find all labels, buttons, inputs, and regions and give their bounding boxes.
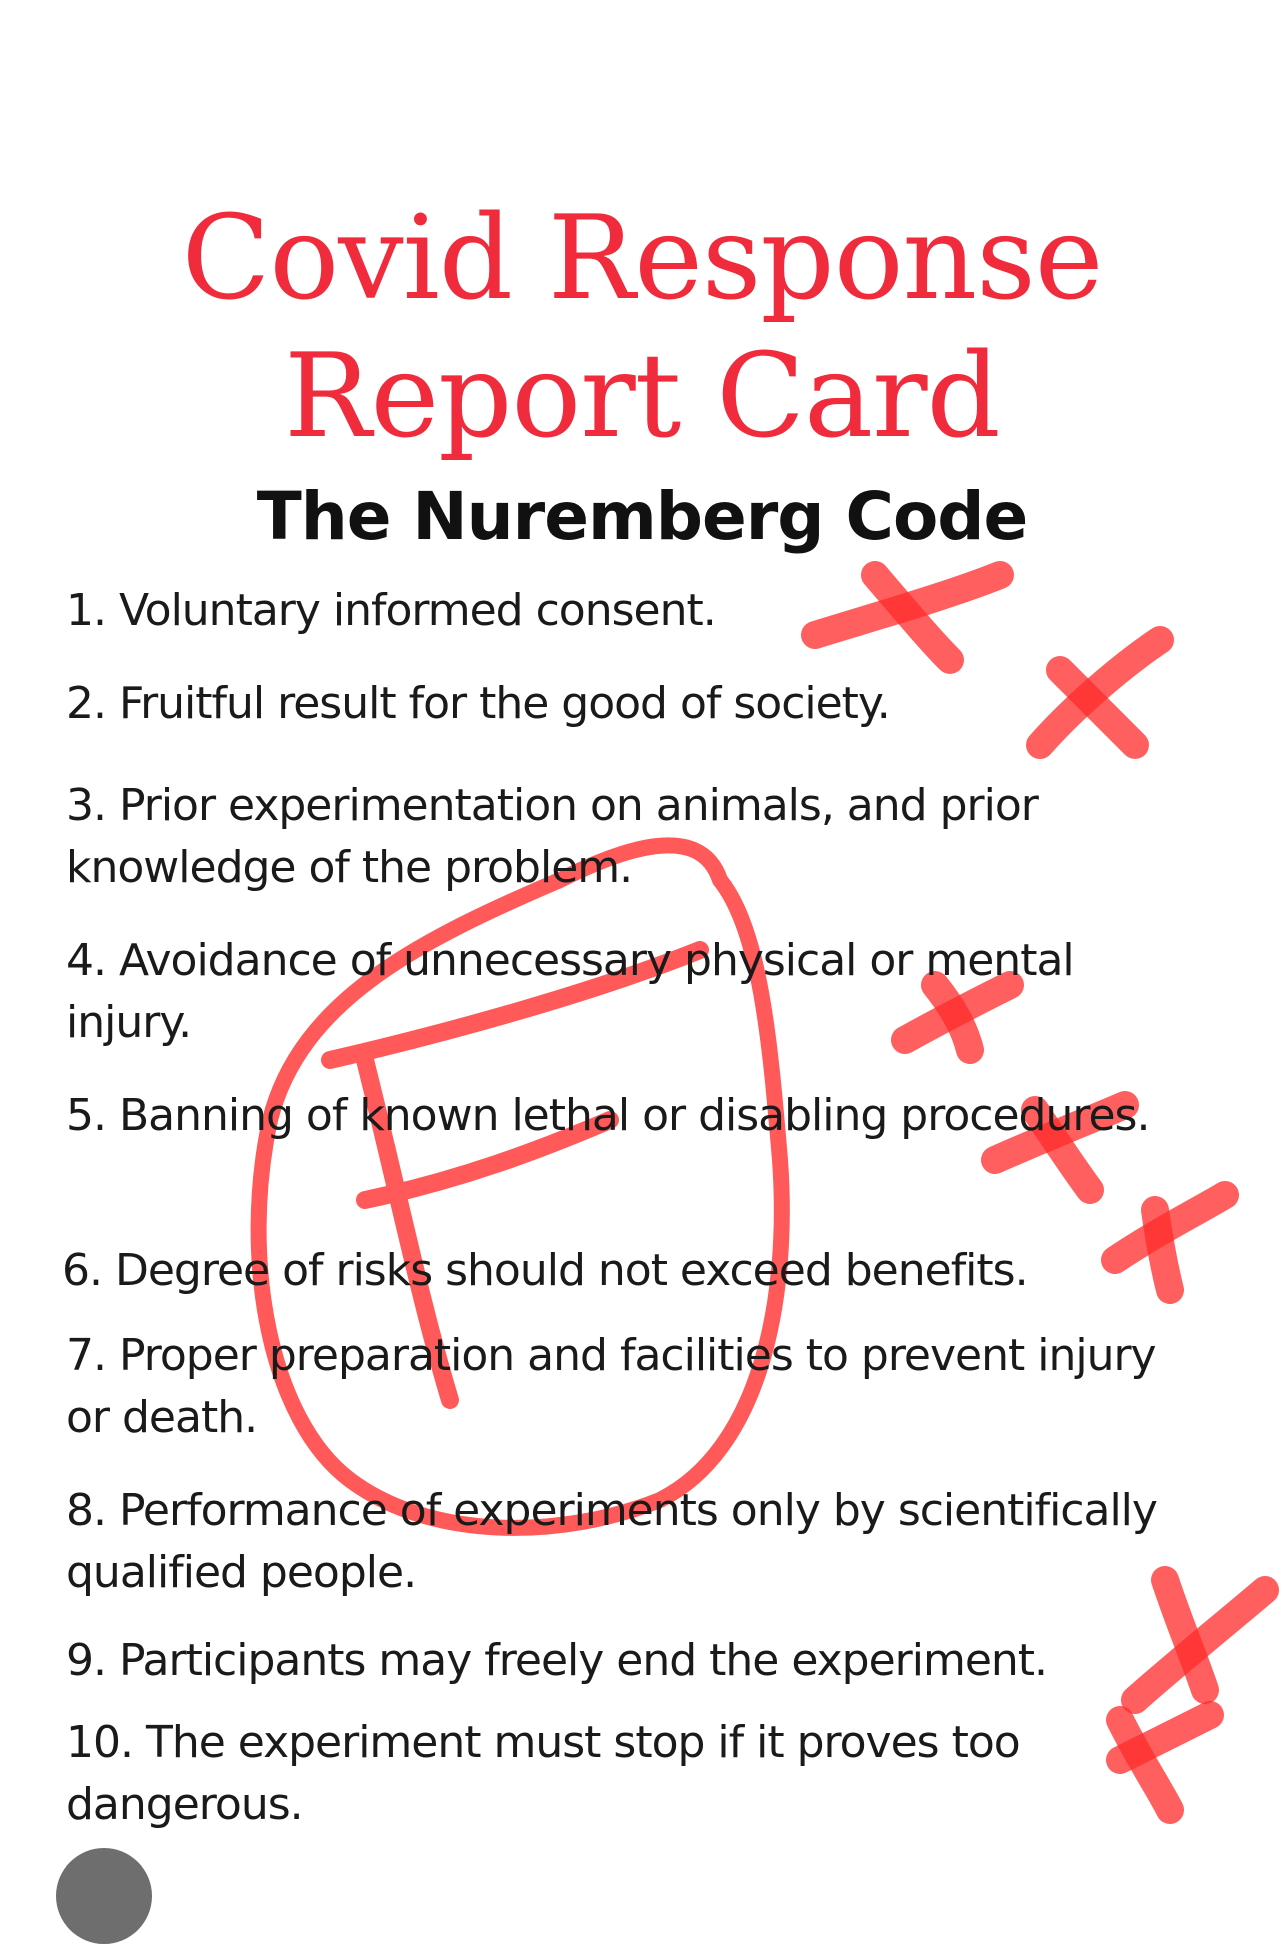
code-item-7: 7. Proper preparation and facilities to prevent injury or death. bbox=[66, 1330, 1156, 1443]
code-item-8: 8. Performance of experiments only by scientifically qualified people. bbox=[66, 1485, 1157, 1598]
code-item-4: 4. Avoidance of unnecessary physical or mental injury. bbox=[66, 935, 1074, 1048]
report-card-title bbox=[0, 190, 1284, 466]
title-line-1: Covid Response bbox=[181, 191, 1103, 326]
code-item-3: 3. Prior experimentation on animals, and prior knowledge of the problem. bbox=[66, 780, 1038, 893]
code-item-9: 9. Participants may freely end the experiment. bbox=[66, 1635, 1048, 1686]
code-item-5: 5. Banning of known lethal or disabling procedures. bbox=[66, 1090, 1150, 1141]
title-line-2: Report Card bbox=[284, 329, 1000, 464]
subtitle: The Nuremberg Code bbox=[256, 478, 1028, 555]
code-item-6: 6. Degree of risks should not exceed benefits. bbox=[62, 1245, 1028, 1296]
code-item-2: 2. Fruitful result for the good of society. bbox=[66, 678, 890, 729]
code-item-10: 10. The experiment must stop if it proves too dangerous. bbox=[66, 1717, 1020, 1830]
avatar-partial bbox=[56, 1848, 152, 1944]
code-item-1: 1. Voluntary informed consent. bbox=[66, 585, 716, 636]
